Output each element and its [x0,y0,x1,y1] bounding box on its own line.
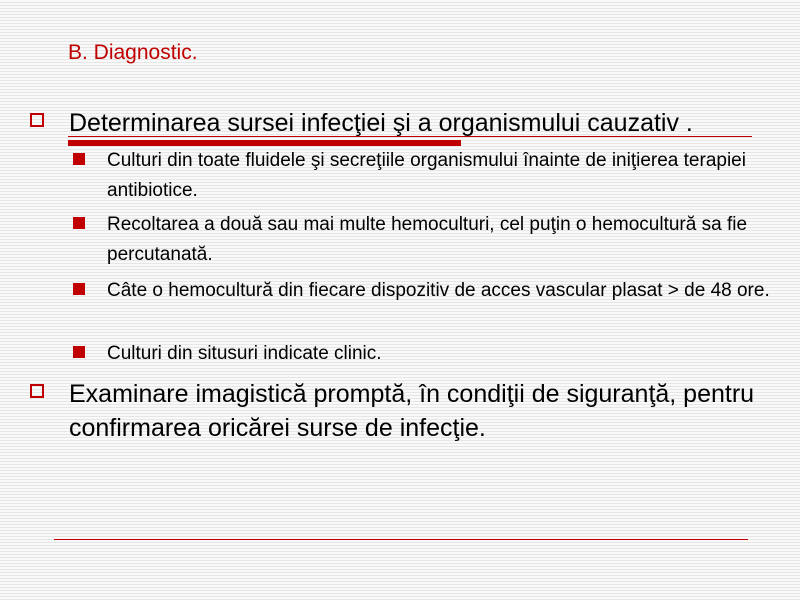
sub-bullet-text: Culturi din toate fluidele şi secreţiile organismului înainte de iniţierea terapiei antibiotice. [107,150,746,201]
filled-square-bullet-icon [73,283,85,295]
sub-bullet-text: Culturi din situsuri indicate clinic. [107,343,382,364]
footer-divider-line [54,539,748,540]
filled-square-bullet-icon [73,346,85,358]
filled-square-bullet-icon [73,217,85,229]
filled-square-bullet-icon [73,153,85,165]
sub-bullet-item-vascular-access [73,276,773,306]
bullet-item-imaging [30,377,770,445]
sub-bullet-text: Câte o hemocultură din fiecare dispozitiv de acces vascular plasat > de 48 ore. [107,280,770,301]
sub-bullet-item-cultures [73,146,773,206]
bullet-item-determination [30,106,770,140]
bullet-text: Determinarea sursei infecţiei şi a organismului cauzativ . [69,109,693,137]
hollow-square-bullet-icon [30,113,44,127]
sub-bullet-item-clinical-sites [73,339,773,369]
sub-bullet-text: Recoltarea a două sau mai multe hemoculturi, cel puţin o hemocultură sa fie percutanată. [107,214,748,265]
sub-bullet-item-blood-cultures [73,210,773,270]
bullet-text: Examinare imagistică promptă, în condiţii de siguranţă, pentru confirmarea oricărei surse de infecţie. [69,380,755,442]
hollow-square-bullet-icon [30,384,44,398]
slide-title: B. Diagnostic. [68,41,198,64]
